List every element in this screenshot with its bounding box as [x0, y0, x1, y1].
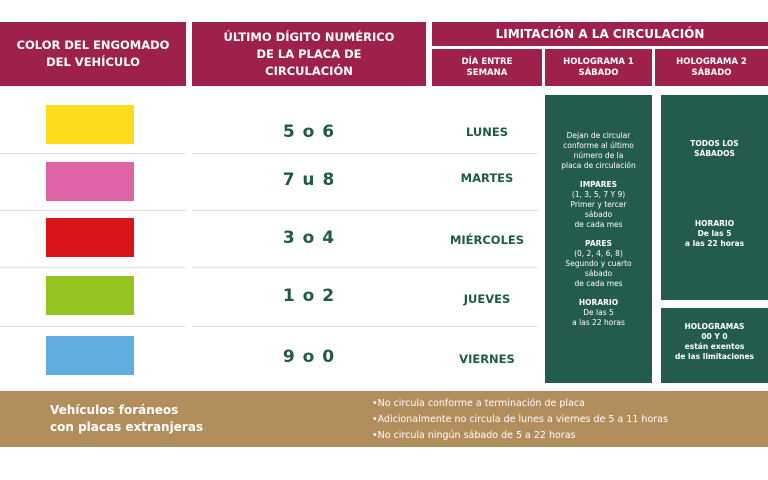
- plate-digits: 9 o 0: [282, 347, 336, 367]
- header-limitation: LIMITACIÓN A LA CIRCULACIÓN: [432, 22, 768, 46]
- weekday-label: JUEVES: [463, 292, 511, 306]
- row-divider: [0, 153, 538, 154]
- hologram-1-schedule-title: HORARIO: [578, 298, 619, 307]
- sticker-color-swatch: [46, 218, 134, 257]
- header-digit-column: ÚLTIMO DÍGITO NUMÉRICO DE LA PLACA DE CIRCULACIÓN: [192, 22, 426, 86]
- rule-item: •Adicionalmente no circula de lunes a viernes de 5 a 11 horas: [372, 414, 668, 425]
- sticker-color-swatch: [46, 336, 134, 375]
- hologram-2-rules-box: [661, 95, 768, 300]
- plate-digits: 1 o 2: [282, 286, 336, 306]
- hologram-1-schedule-text: De las 5 a las 22 horas: [572, 308, 625, 327]
- plate-digits: 5 o 6: [282, 122, 336, 142]
- plate-digits: 7 u 8: [282, 170, 336, 190]
- hologram-2-schedule-text: De las 5 a las 22 horas: [684, 229, 745, 248]
- weekday-label: VIERNES: [459, 352, 515, 366]
- row-divider: [0, 326, 538, 327]
- header-color-column: COLOR DEL ENGOMADO DEL VEHÍCULO: [0, 22, 186, 86]
- sticker-color-swatch: [46, 276, 134, 315]
- foreign-vehicles-footer: [0, 391, 768, 447]
- exempt-holograms-box: [661, 308, 768, 383]
- weekday-label: MIÉRCOLES: [449, 233, 525, 247]
- impares-text: (1, 3, 5, 7 Y 9) Primer y tercer sábado de cada mes: [570, 190, 627, 229]
- exempt-holograms-text: están exentos de las limitaciones: [674, 342, 754, 361]
- all-saturdays-label: TODOS LOS SÁBADOS: [690, 139, 739, 158]
- header-hologram-2: HOLOGRAMA 2 SÁBADO: [655, 49, 768, 86]
- header-weekday: DÍA ENTRE SEMANA: [432, 49, 542, 86]
- weekday-label: LUNES: [465, 125, 509, 139]
- pares-title: PARES: [585, 239, 612, 248]
- sticker-color-swatch: [46, 105, 134, 144]
- foreign-vehicles-title: Vehículos foráneos con placas extranjeras: [50, 403, 203, 434]
- weekday-label: MARTES: [460, 171, 514, 185]
- rule-item: •No circula conforme a terminación de placa: [372, 398, 585, 409]
- row-divider: [0, 210, 538, 211]
- hologram-1-rules-box: [545, 95, 652, 383]
- exempt-holograms-title: HOLOGRAMAS 00 Y 0: [684, 322, 745, 341]
- hologram-2-schedule-title: HORARIO: [694, 219, 735, 228]
- foreign-vehicles-rules: [372, 396, 668, 444]
- plate-digits: 3 o 4: [282, 228, 336, 248]
- pares-text: (0, 2, 4, 6, 8) Segundo y cuarto sábado de cada mes: [565, 249, 632, 288]
- rule-item: •No circula ningún sábado de 5 a 22 horas: [372, 430, 576, 441]
- impares-title: IMPARES: [579, 180, 618, 189]
- sticker-color-swatch: [46, 162, 134, 201]
- header-hologram-1: HOLOGRAMA 1 SÁBADO: [545, 49, 652, 86]
- hologram-1-intro: Dejan de circular conforme al último número de la placa de circulación: [561, 131, 636, 170]
- row-divider: [0, 267, 538, 268]
